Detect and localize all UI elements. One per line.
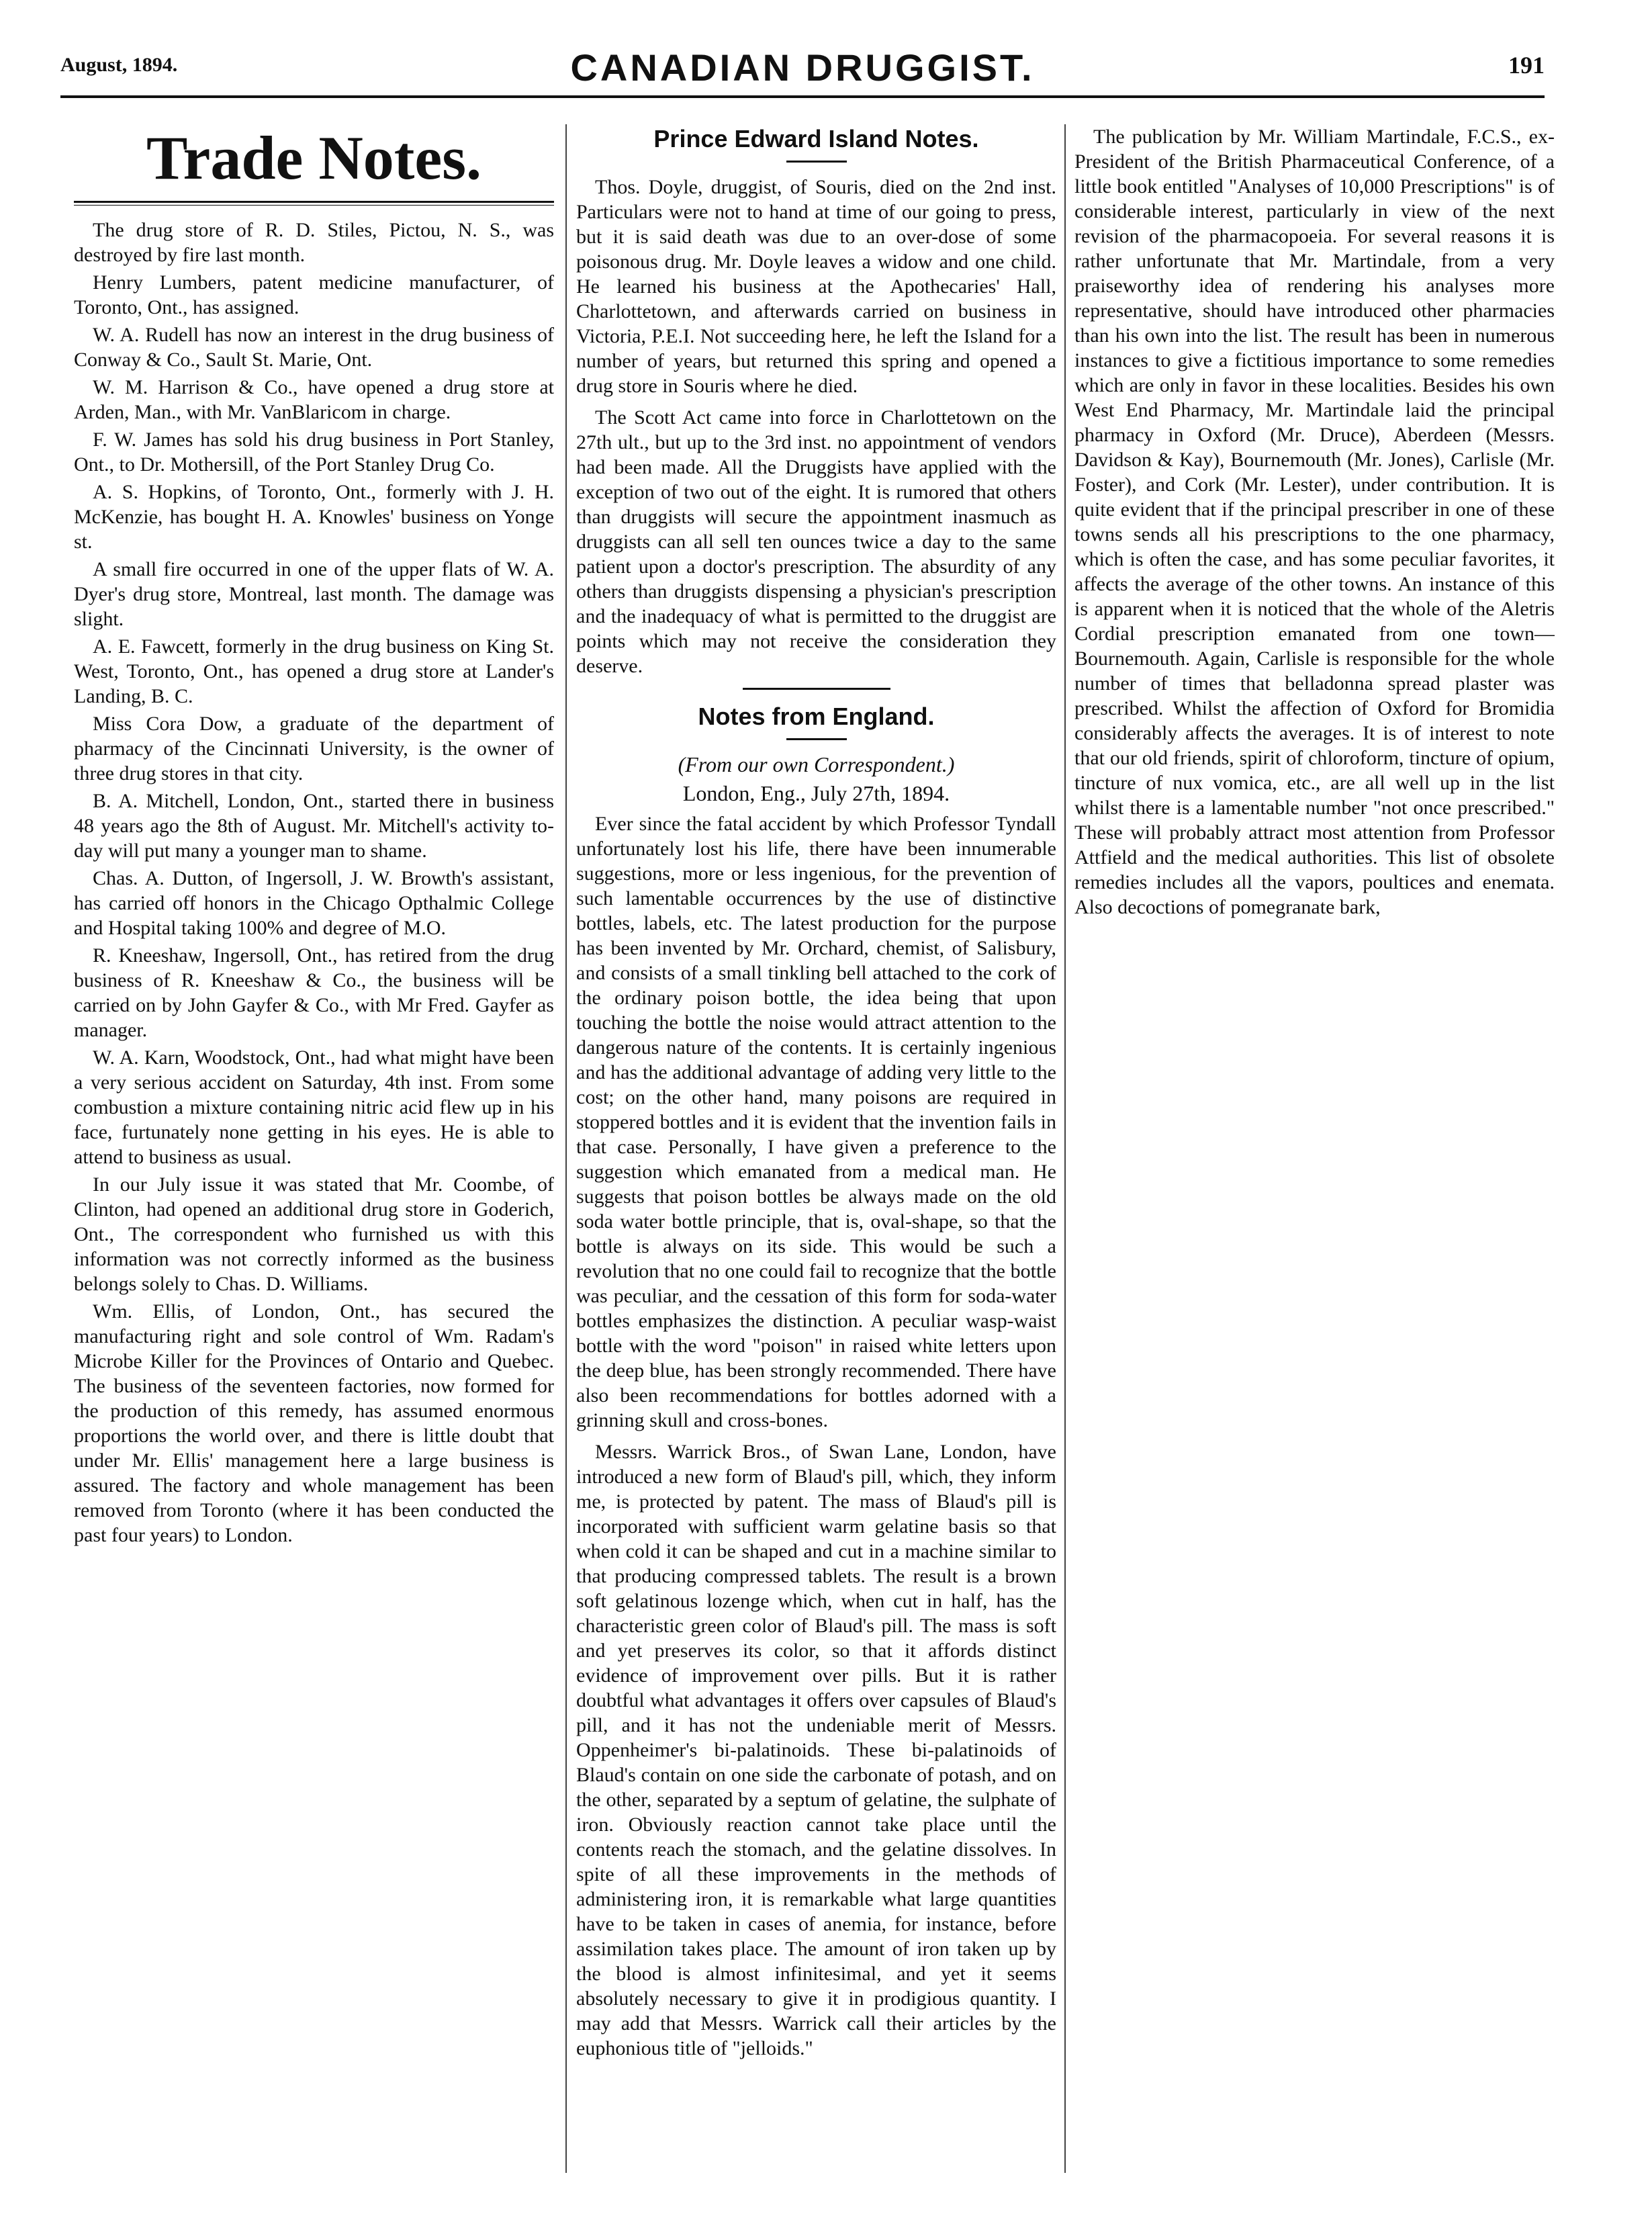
trade-note: W. A. Karn, Woodstock, Ont., had what might have been a very serious accident on Saturday, 4th inst. From some combustion a mixture containing nitric acid flew up in his face, furtunately none getting in his eyes. He is able to attend to business as usual.: [74, 1046, 554, 1168]
title-rule: [74, 201, 554, 206]
england-paragraph: Messrs. Warrick Bros., of Swan Lane, London, have introduced a new form of Blaud's pill, which, they inform me, is protected by patent. The mass of Blaud's pill is incorporated with sufficient warm gelatine basis so that when cold it can be shaped and cut in a machine similar to that producing compressed tablets. The result is a brown soft gelatinous lozenge which, when cut in half, has the characteristic green color of Blaud's pill. The mass is soft and yet preserves its color, so that it affords distinct evidence of improvement over pills. But it is rather doubtful what advantages it offers over capsules of Blaud's pill, and it has not the undeniable merit of Messrs. Oppenheimer's bi-palatinoids. These bi-palatinoids of Blaud's contain on one side the carbonate of potash, and on the other, separated by a septum of gelatine, the sulphate of iron. Obviously reaction cannot take place until the contents reach the stomach, and the gelatine dissolves. In spite of all these improvements in the methods of administering iron, it is remarkable what large quantities have to be taken in cases of anemia, for instance, before assimilation takes place. The amount of iron taken up by the blood is almost infinitesimal, and yet it seems absolutely necessary to give it in prodigious quantity. I may add that Messrs. Warrick call their articles by the euphonious title of "jelloids.": [576, 1441, 1056, 2059]
column-right: [1074, 124, 1555, 2180]
section-separator: [743, 688, 890, 690]
column-middle: [576, 124, 1056, 2180]
trade-note: A. E. Fawcett, formerly in the drug business on King St. West, Toronto, Ont., has opened a drug store at Lander's Landing, B. C.: [74, 635, 554, 707]
trade-note: A. S. Hopkins, of Toronto, Ont., formerly with J. H. McKenzie, has bought H. A. Knowles' business on Yonge st.: [74, 481, 554, 553]
pei-notes-title: Prince Edward Island Notes.: [653, 125, 979, 152]
trade-note: In our July issue it was stated that Mr. Coombe, of Clinton, had opened an additional drug store in Goderich, Ont., The correspondent who furnished us with this information was not correctly informed as the business belongs solely to Chas. D. Williams.: [74, 1173, 554, 1295]
running-head: [60, 42, 1545, 98]
heading-rule: [786, 161, 847, 163]
trade-note: Miss Cora Dow, a graduate of the department of pharmacy of the Cincinnati University, is the owner of three drug stores in that city.: [74, 713, 554, 785]
pei-paragraph: Thos. Doyle, druggist, of Souris, died on the 2nd inst. Particulars were not to hand at time of our going to press, but it is said death was due to an over-dose of some poisonous drug. Mr. Doyle leaves a widow and one child. He learned his business at the Apothecaries' Hall, Charlottetown, and afterwards carried on business in Victoria, P.E.I. Not succeeding here, he left the Island for a number of years, but returned this spring and opened a drug store in Souris where he died.: [576, 176, 1056, 397]
england-notes-title: Notes from England.: [698, 703, 935, 730]
trade-notes-title: Trade Notes.: [146, 124, 482, 192]
trade-note: W. M. Harrison & Co., have opened a drug store at Arden, Man., with Mr. VanBlaricom in charge.: [74, 376, 554, 423]
page-number: 191: [1508, 52, 1545, 79]
pei-notes-body: [576, 175, 1056, 678]
publication-title: CANADIAN DRUGGIST.: [570, 46, 1035, 89]
england-paragraph: The publication by Mr. William Martindale, F.C.S., ex-President of the British Pharmaceutical Conference, of a little book entitled "Analyses of 10,000 Prescriptions" is of considerable interest, particularly in view of the next revision of the pharmacopoeia. For several reasons it is rather unfortunate that Mr. Martindale, from a very praiseworthy idea of rendering his analyses more representative, should have introduced other pharmacies than his own into the list. The result has been in numerous instances to give a fictitious importance to some remedies which are only in favor in these localities. Besides his own West End Pharmacy, Mr. Martindale laid the principal pharmacy in Oxford (Mr. Druce), Aberdeen (Messrs. Davidson & Kay), Bournemouth (Mr. Jones), Carlisle (Mr. Foster), and Cork (Mr. Lester), under contribution. It is quite evident that if the principal prescriber in one of these towns sends all his prescriptions to the one pharmacy, which is often the case, and has some peculiar favorites, it affects the average of the other towns. An instance of this is apparent when it is noticed that the whole of the Aletris Cordial prescription emanated from one town—Bournemouth. Again, Carlisle is responsible for the whole number of times that belladonna spread plaster was prescribed. Whilst the affection of Oxford for Bromidia considerably affects the averages. It is of interest to note that our old friends, spirit of chloroform, tincture of opium, tincture of nux vomica, etc., are all well up in the list whilst there is a lamentable number "not once prescribed." These will probably attract most attention from Professor Attfield and the medical authorities. This list of obsolete remedies includes all the vapors, poultices and enemata. Also decoctions of pomegranate bark,: [1074, 126, 1555, 918]
england-paragraph: Ever since the fatal accident by which Professor Tyndall unfortunately lost his life, there have been innumerable suggestions, more or less ingenious, for the prevention of such lamentable occurrences by the use of distinctive bottles, labels, etc. The latest production for the purpose has been invented by Mr. Orchard, chemist, of Salisbury, and consists of a small tinkling bell attached to the cork of the ordinary poison bottle, the idea being that upon touching the bottle the noise would attract attention to the dangerous nature of the contents. It is certainly ingenious and has the additional advantage of adding very little to the cost; on the other hand, many poisons are required in stoppered bottles and it is evident that the invention fails in that case. Personally, I have given a preference to the suggestion which emanated from a medical man. He suggests that poison bottles be always made on the old soda water bottle principle, that is, oval-shape, so that the bottle is always on its side. This would be such a revolution that no one could fail to recognize that the bottle was peculiar, and the cessation of this form for soda-water bottles emphasizes the distinction. A peculiar wasp-waist bottle with the word "poison" in raised white letters upon the deep blue, has been strongly recommended. There have also been recommendations for bottles adorned with a grinning skull and cross-bones.: [576, 813, 1056, 1431]
heading-rule: [786, 738, 847, 740]
trade-note: A small fire occurred in one of the upper flats of W. A. Dyer's drug store, Montreal, last month. The damage was slight.: [74, 558, 554, 630]
trade-notes-body: [74, 218, 554, 1548]
trade-note: F. W. James has sold his drug business in Port Stanley, Ont., to Dr. Mothersill, of the Port Stanley Drug Co.: [74, 429, 554, 476]
trade-note: Henry Lumbers, patent medicine manufacturer, of Toronto, Ont., has assigned.: [74, 271, 554, 318]
issue-date: August, 1894.: [60, 54, 178, 76]
trade-note: B. A. Mitchell, London, Ont., started there in business 48 years ago the 8th of August. Mr. Mitchell's activity to-day will put many a younger man to shame.: [74, 790, 554, 862]
dateline: London, Eng., July 27th, 1894.: [682, 781, 950, 805]
column-rule: [1064, 124, 1066, 2173]
england-notes-body: [576, 811, 1056, 2061]
column-trade-notes: [74, 124, 554, 2180]
trade-note: Wm. Ellis, of London, Ont., has secured the manufacturing right and sole control of Wm. Radam's Microbe Killer for the Provinces of Ontario and Quebec. The business of the seventeen factories, now formed for the production of this remedy, has assumed enormous proportions the world over, and there is little doubt that under Mr. Ellis' management here a large business is assured. The factory and whole management has been removed from Toronto (where it has been conducted the past four years) to London.: [74, 1300, 554, 1546]
trade-note: R. Kneeshaw, Ingersoll, Ont., has retired from the drug business of R. Kneeshaw & Co., the business will be carried on by John Gayfer & Co., with Mr Fred. Gayfer as manager.: [74, 944, 554, 1041]
trade-note: The drug store of R. D. Stiles, Pictou, N. S., was destroyed by fire last month.: [74, 219, 554, 266]
trade-note: W. A. Rudell has now an interest in the drug business of Conway & Co., Sault St. Marie, Ont.: [74, 324, 554, 371]
trade-note: Chas. A. Dutton, of Ingersoll, J. W. Browth's assistant, has carried off honors in the Chicago Opthalmic College and Hospital taking 100% and degree of M.O.: [74, 867, 554, 939]
pei-paragraph: The Scott Act came into force in Charlottetown on the 27th ult., but up to the 3rd inst. no appointment of vendors had been made. All the Druggists have applied with the exception of two out of the eight. It is rumored that others than druggists will secure the appointment inasmuch as druggists can all sell ten ounces twice a day to the same patient upon a doctor's prescription. The absurdity of any others than druggists dispensing a physician's prescription and the inadequacy of what is permitted to the druggist are points which may not receive the consideration they deserve.: [576, 406, 1056, 677]
england-notes-continued: [1074, 124, 1555, 920]
correspondent-byline: (From our own Correspondent.): [678, 752, 955, 776]
column-rule: [565, 124, 567, 2173]
